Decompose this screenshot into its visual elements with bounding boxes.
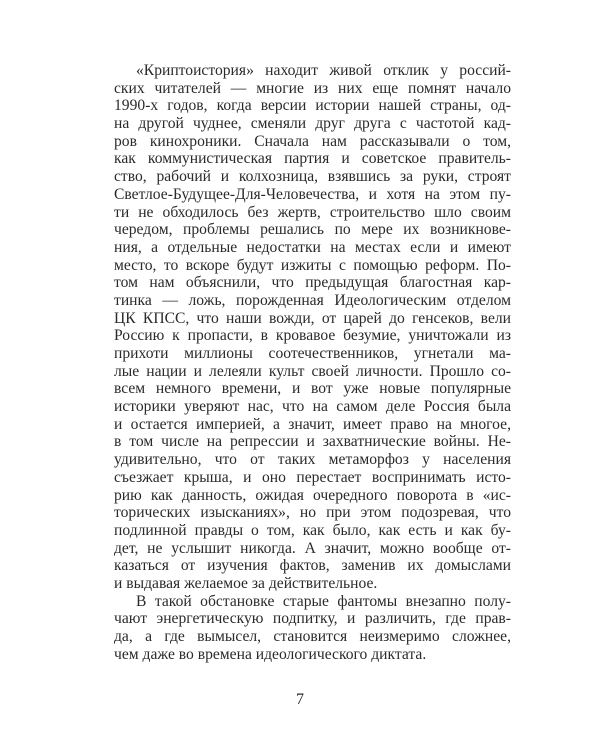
- book-page-body: [114, 62, 511, 663]
- text-line: место, то вскоре будут изжиты с помощью реформ. По-: [114, 256, 511, 274]
- text-line: как коммунистическая партия и советское правитель-: [114, 150, 511, 168]
- text-line: лые нации и лелеяли культ своей личности. Прошло со-: [114, 362, 511, 380]
- text-line: прихоти миллионы соотечественников, угнетали ма-: [114, 345, 511, 362]
- text-line: съезжает крыша, и оно перестает воспринимать исто-: [114, 468, 511, 486]
- text-line: дет, не услышит никогда. А значит, можно вообще от-: [114, 539, 511, 557]
- text-line: историки уверяют нас, что на самом деле Россия была: [114, 398, 511, 416]
- text-line: Россию к пропасти, в кровавое безумие, уничтожали из: [114, 327, 511, 345]
- text-line: чем даже во времена идеологического диктата.: [114, 645, 427, 663]
- text-line: ния, а отдельные недостатки на местах если и имеют: [114, 238, 511, 256]
- text-line: да, а где вымысел, становится неизмеримо сложнее,: [114, 628, 511, 645]
- text-line: ЦК КПСС, что наши вожди, от царей до генсеков, вели: [114, 309, 511, 327]
- text-line: удивительно, что от таких метаморфоз у населения: [114, 451, 511, 469]
- text-line: рию как данность, ожидая очередного поворота в «ис-: [114, 486, 511, 504]
- text-line: и выдавая желаемое за действительное.: [114, 574, 378, 592]
- text-line: на другой чуднее, сменяли друг друга с частотой кад-: [114, 115, 511, 133]
- text-line: ских читателей — многие из них еще помнят начало: [114, 79, 511, 97]
- paragraph: [114, 593, 511, 664]
- text-line: подлинной правды о том, как было, как есть и как бу-: [114, 521, 511, 539]
- text-line: В такой обстановке старые фантомы внезапно полу-: [136, 592, 511, 610]
- page-number: 7: [296, 691, 304, 708]
- text-line: чередом, проблемы решались по мере их возникнове-: [114, 221, 511, 239]
- paragraph: [114, 62, 511, 593]
- text-line: ров кинохроники. Сначала нам рассказывали о том,: [114, 132, 511, 150]
- text-line: Светлое-Будущее-Для-Человечества, и хотя на этом пу-: [114, 185, 511, 203]
- text-line: чают энергетическую подпитку, и различить, где прав-: [114, 610, 511, 628]
- text-line: торических изысканиях», но при этом подозревая, что: [114, 504, 511, 522]
- text-line: казаться от изучения фактов, заменив их домыслами: [114, 557, 511, 575]
- text-line: том нам объяснили, что предыдущая благостная кар-: [114, 274, 511, 292]
- text-line: тинка — ложь, порожденная Идеологическим отделом: [114, 291, 511, 309]
- text-line: ти не обходилось без жертв, строительство шло своим: [114, 203, 511, 221]
- text-line: «Криптоистория» находит живой отклик у россий-: [136, 62, 511, 79]
- text-line: всем немного времени, и вот уже новые популярные: [114, 380, 511, 398]
- text-line: и остается империей, а значит, имеет право на многое,: [114, 415, 511, 433]
- text-line: в том числе на репрессии и захватнические войны. Не-: [114, 433, 511, 451]
- text-line: 1990-х годов, когда версии истории нашей страны, од-: [114, 97, 511, 115]
- text-line: ство, рабочий и колхозница, взявшись за руки, строят: [114, 168, 511, 186]
